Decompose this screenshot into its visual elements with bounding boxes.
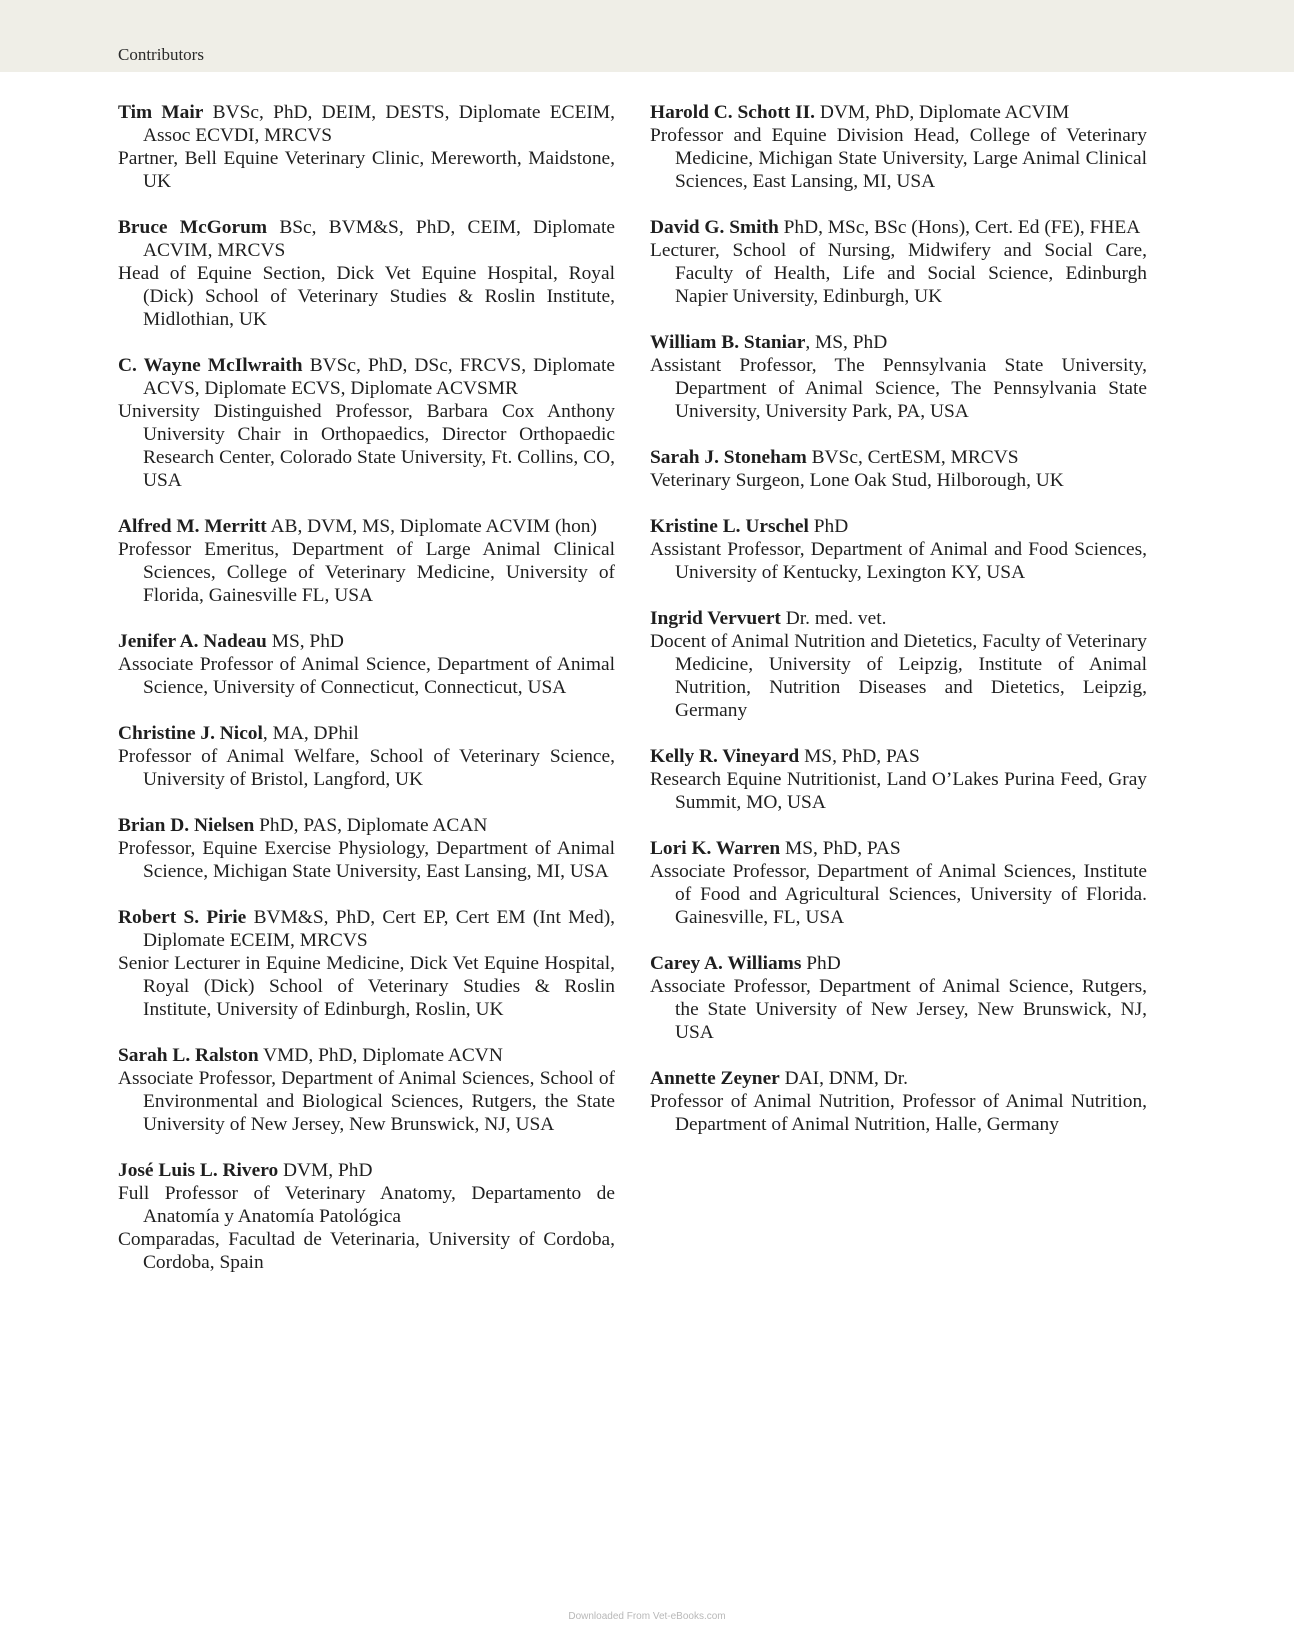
contributor-heading (650, 607, 1147, 630)
contributor-entry (118, 101, 615, 193)
contributor-heading (650, 331, 1147, 354)
contributor-credentials: BVSc, PhD, DEIM, DESTS, Diplomate ECEIM, Assoc ECVDI, MRCVS (143, 102, 615, 146)
watermark-footer: Downloaded From Vet-eBooks.com (568, 1611, 726, 1622)
contributor-heading (650, 952, 1147, 975)
contributor-credentials: PhD, PAS, Diplomate ACAN (259, 815, 488, 836)
contributor-affiliation: Senior Lecturer in Equine Medicine, Dick Vet Equine Hospital, Royal (Dick) School of Veterinary Studies & Roslin Institute, University of Edinburgh, Roslin, UK (118, 953, 615, 1020)
contributor-affiliation: Associate Professor, Department of Animal Science, Rutgers, the State University of New Jersey, New Brunswick, NJ, USA (650, 976, 1147, 1043)
contributor-name: Carey A. Williams (650, 953, 802, 974)
running-header (0, 0, 1294, 72)
contributor-credentials: , MA, DPhil (262, 723, 359, 744)
contributor-affiliation: Veterinary Surgeon, Lone Oak Stud, Hilborough, UK (650, 470, 1064, 491)
contributors-column-right (650, 101, 1147, 1159)
contributor-entry (118, 814, 615, 883)
contributor-entry (650, 952, 1147, 1044)
contributor-heading (118, 354, 615, 400)
contributor-credentials: AB, DVM, MS, Diplomate ACVIM (hon) (270, 516, 597, 537)
contributor-heading (650, 1067, 1147, 1090)
contributor-credentials: DAI, DNM, Dr. (784, 1068, 908, 1089)
contributor-entry (650, 837, 1147, 929)
contributor-heading (650, 837, 1147, 860)
contributor-name: David G. Smith (650, 217, 779, 238)
contributor-name: C. Wayne McIlwraith (118, 355, 303, 376)
contributor-affiliation: Assistant Professor, The Pennsylvania State University, Department of Animal Science, The Pennsylvania State University, University Park, PA, USA (650, 355, 1147, 422)
contributor-credentials: BVSc, PhD, DSc, FRCVS, Diplomate ACVS, Diplomate ECVS, Diplomate ACVSMR (143, 355, 615, 399)
contributor-affiliation: Professor of Animal Welfare, School of Veterinary Science, University of Bristol, Langford, UK (118, 746, 615, 790)
contributor-entry (650, 515, 1147, 584)
contributors-column-left (118, 101, 615, 1297)
contributor-credentials: Dr. med. vet. (785, 608, 887, 629)
contributor-name: Kristine L. Urschel (650, 516, 809, 537)
contributor-entry (118, 1044, 615, 1136)
contributor-affiliation: Lecturer, School of Nursing, Midwifery and Social Care, Faculty of Health, Life and Social Science, Edinburgh Napier University, Edinburgh, UK (650, 240, 1147, 307)
contributor-entry (118, 1159, 615, 1274)
contributor-heading (118, 722, 615, 745)
contributor-heading (118, 101, 615, 147)
contributor-name: Harold C. Schott II. (650, 102, 816, 123)
contributor-name: Annette Zeyner (650, 1068, 780, 1089)
contributor-affiliation: Associate Professor, Department of Animal Sciences, Institute of Food and Agricultural Sciences, University of Florida. Gainesville, FL, USA (650, 861, 1147, 928)
contributor-heading (118, 515, 615, 538)
contributor-credentials: BVSc, CertESM, MRCVS (811, 447, 1019, 468)
contributor-affiliation: Professor Emeritus, Department of Large Animal Clinical Sciences, College of Veterinary Medicine, University of Florida, Gainesville FL, USA (118, 539, 615, 606)
contributor-entry (118, 354, 615, 492)
contributor-name: José Luis L. Rivero (118, 1160, 279, 1181)
contributor-credentials: , MS, PhD (805, 332, 888, 353)
contributor-name: Bruce McGorum (118, 217, 268, 238)
contributor-affiliation: Assistant Professor, Department of Animal and Food Sciences, University of Kentucky, Lexington KY, USA (650, 539, 1147, 583)
contributor-affiliation: Professor of Animal Nutrition, Professor of Animal Nutrition, Department of Animal Nutrition, Halle, Germany (650, 1091, 1147, 1135)
contributor-affiliation: Associate Professor, Department of Animal Sciences, School of Environmental and Biological Sciences, Rutgers, the State University of New Jersey, New Brunswick, NJ, USA (118, 1068, 615, 1135)
contributor-heading (650, 745, 1147, 768)
contributor-heading (650, 101, 1147, 124)
contributor-heading (118, 906, 615, 952)
contributor-affiliation: Full Professor of Veterinary Anatomy, Departamento de Anatomía y Anatomía Patológica (118, 1183, 615, 1227)
contributor-entry (118, 906, 615, 1021)
contributor-credentials: BVM&S, PhD, Cert EP, Cert EM (Int Med), Diplomate ECEIM, MRCVS (143, 907, 615, 951)
contributor-name: Tim Mair (118, 102, 204, 123)
contributor-name: Ingrid Vervuert (650, 608, 781, 629)
contributor-affiliation: Comparadas, Facultad de Veterinaria, University of Cordoba, Cordoba, Spain (118, 1229, 615, 1273)
contributor-name: Robert S. Pirie (118, 907, 247, 928)
contributor-affiliation: University Distinguished Professor, Barbara Cox Anthony University Chair in Orthopaedics, Director Orthopaedic Research Center, Colorado State University, Ft. Collins, CO, USA (118, 401, 615, 491)
contributor-affiliation: Head of Equine Section, Dick Vet Equine Hospital, Royal (Dick) School of Veterinary Studies & Roslin Institute, Midlothian, UK (118, 263, 615, 330)
contributor-credentials: BSc, BVM&S, PhD, CEIM, Diplomate ACVIM, MRCVS (143, 217, 615, 261)
contributor-name: Brian D. Nielsen (118, 815, 255, 836)
contributor-entry (650, 331, 1147, 423)
contributor-entry (118, 515, 615, 607)
contributor-entry (650, 745, 1147, 814)
contributor-affiliation: Partner, Bell Equine Veterinary Clinic, Mereworth, Maidstone, UK (118, 148, 615, 192)
contributor-entry (650, 216, 1147, 308)
contributor-heading (118, 1159, 615, 1182)
contributor-name: Sarah J. Stoneham (650, 447, 807, 468)
contributor-credentials: PhD (806, 953, 841, 974)
contributor-entry (650, 101, 1147, 193)
contributor-entry (118, 722, 615, 791)
contributor-credentials: PhD, MSc, BSc (Hons), Cert. Ed (FE), FHEA (783, 217, 1141, 238)
contributor-credentials: DVM, PhD (283, 1160, 373, 1181)
contributor-affiliation: Professor, Equine Exercise Physiology, Department of Animal Science, Michigan State University, East Lansing, MI, USA (118, 838, 615, 882)
contributor-name: Christine J. Nicol (118, 723, 263, 744)
contributor-credentials: MS, PhD, PAS (804, 746, 920, 767)
contributor-credentials: VMD, PhD, Diplomate ACVN (263, 1045, 503, 1066)
contributor-entry (118, 216, 615, 331)
contributor-credentials: MS, PhD (271, 631, 344, 652)
contributor-name: Jenifer A. Nadeau (118, 631, 267, 652)
contributor-name: Alfred M. Merritt (118, 516, 267, 537)
contributor-name: William B. Staniar (650, 332, 806, 353)
contributor-name: Sarah L. Ralston (118, 1045, 259, 1066)
contributor-affiliation: Research Equine Nutritionist, Land O’Lakes Purina Feed, Gray Summit, MO, USA (650, 769, 1147, 813)
contributor-credentials: PhD (813, 516, 849, 537)
contributor-affiliation: Docent of Animal Nutrition and Dietetics, Faculty of Veterinary Medicine, University of Leipzig, Institute of Animal Nutrition, Nutrition Diseases and Dietetics, Leipzig, Germany (650, 631, 1147, 721)
contributor-name: Lori K. Warren (650, 838, 781, 859)
contributor-heading (650, 515, 1147, 538)
contributor-entry (650, 446, 1147, 492)
contributor-heading (650, 446, 1147, 469)
contributor-entry (650, 1067, 1147, 1136)
contributor-affiliation: Associate Professor of Animal Science, Department of Animal Science, University of Connecticut, Connecticut, USA (118, 654, 615, 698)
contributor-credentials: MS, PhD, PAS (785, 838, 901, 859)
contributor-affiliation: Professor and Equine Division Head, College of Veterinary Medicine, Michigan State University, Large Animal Clinical Sciences, East Lansing, MI, USA (650, 125, 1147, 192)
contributor-heading (650, 216, 1147, 239)
running-header-title: Contributors (118, 45, 204, 64)
contributor-entry (118, 630, 615, 699)
contributor-heading (118, 1044, 615, 1067)
contributor-heading (118, 814, 615, 837)
contributor-heading (118, 216, 615, 262)
contributor-credentials: DVM, PhD, Diplomate ACVIM (819, 102, 1070, 123)
contributor-name: Kelly R. Vineyard (650, 746, 800, 767)
contributor-heading (118, 630, 615, 653)
contributor-entry (650, 607, 1147, 722)
